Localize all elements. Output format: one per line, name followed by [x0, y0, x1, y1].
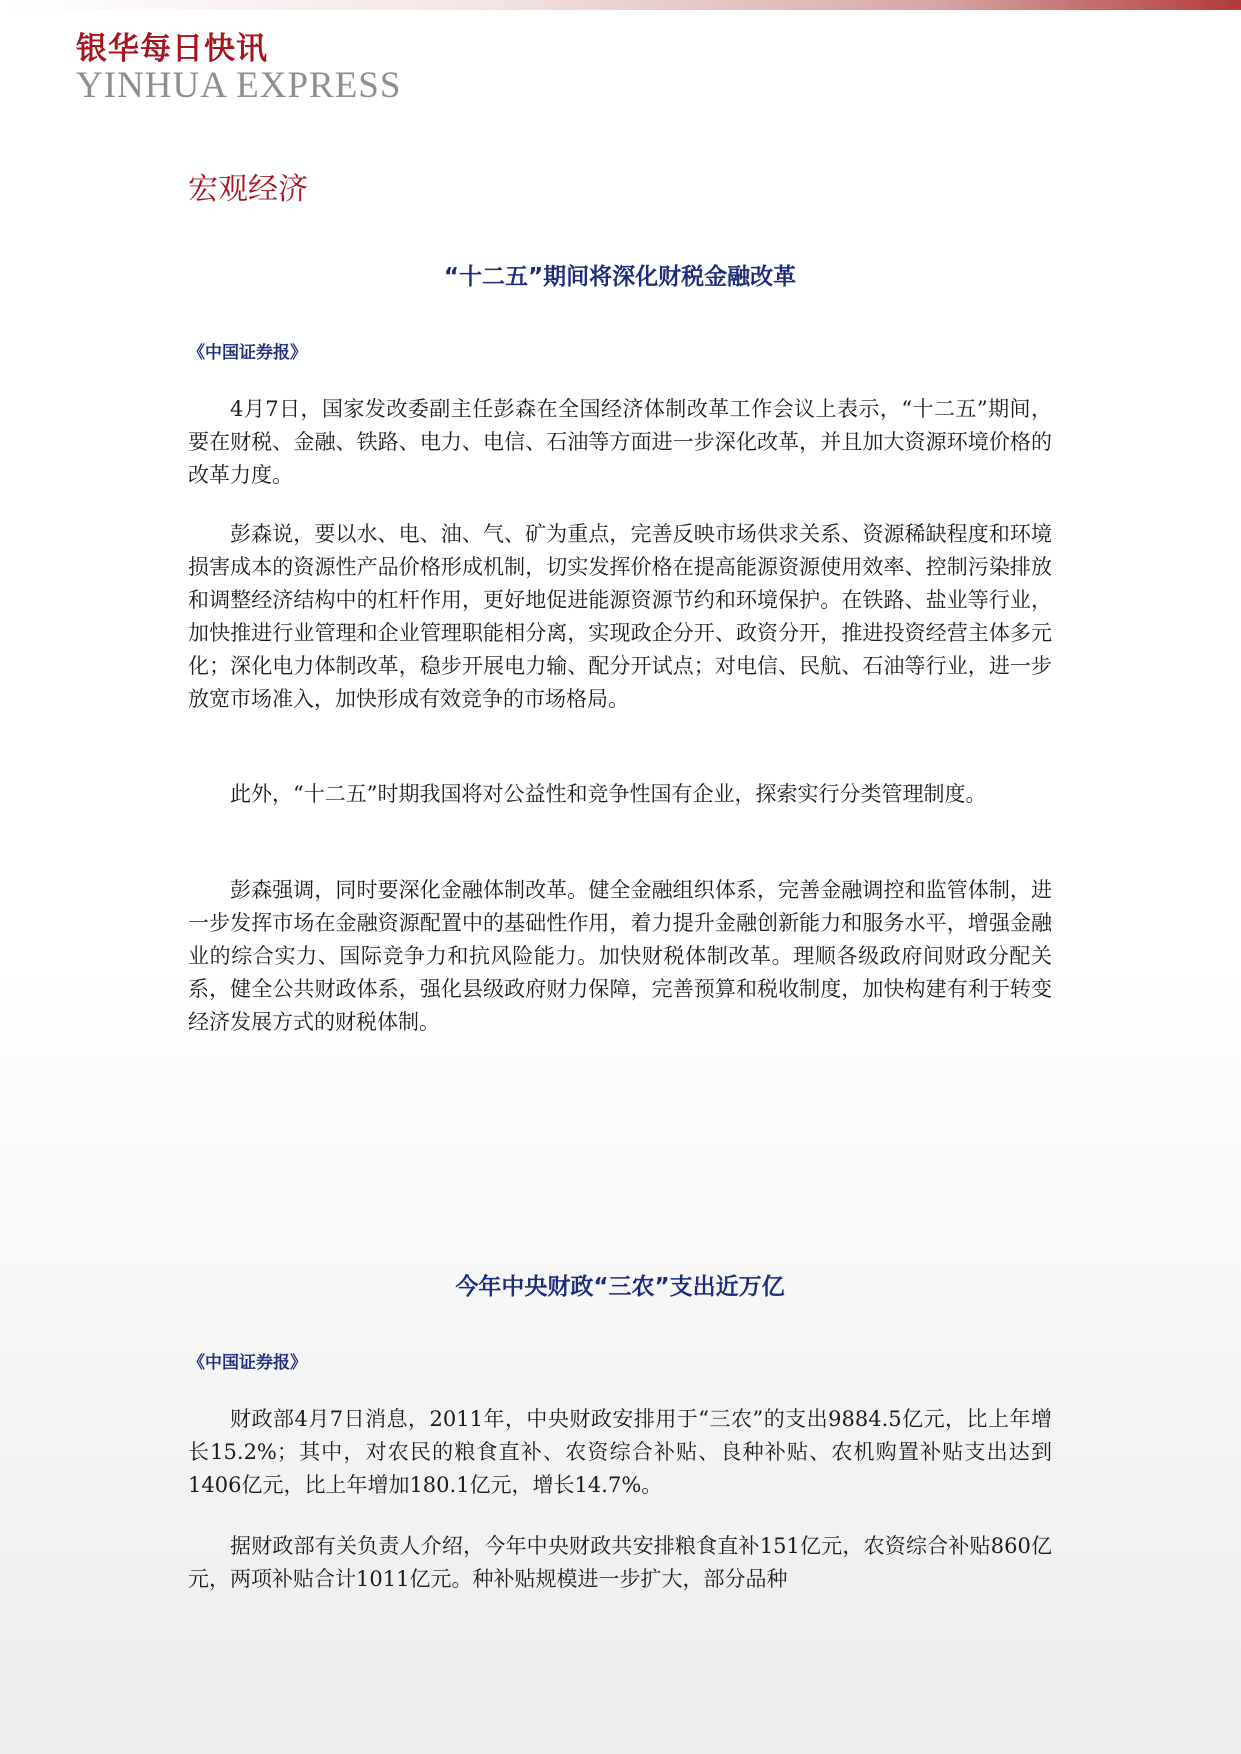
brand-name-en: YINHUA EXPRESS — [76, 65, 402, 106]
article-2-source: 《中国证券报》 — [188, 1353, 307, 1373]
article-1-title: “十二五”期间将深化财税金融改革 — [443, 264, 797, 290]
article-1-source: 《中国证券报》 — [188, 343, 307, 363]
article-1-paragraph-4: 彭森强调，同时要深化金融体制改革。健全金融组织体系，完善金融调控和监管体制，进一步发挥市场在金融资源配置中的基础性作用，着力提升金融创新能力和服务水平，增强金融业的综合实力、国际竞争力和抗风险能力。加快财税体制改革。理顺各级政府间财政分配关系，健全公共财政体系，强化县级政府财力保障，完善预算和税收制度，加快构建有利于转变经济发展方式的财税体制。 — [188, 878, 1052, 1034]
article-2-paragraph-2: 据财政部有关负责人介绍，今年中央财政共安排粮食直补151亿元，农资综合补贴860亿元，两项补贴合计1011亿元。种补贴规模进一步扩大，部分品种 — [188, 1534, 1052, 1591]
brand-logo — [76, 31, 402, 106]
article-2-title: 今年中央财政“三农”支出近万亿 — [455, 1274, 785, 1300]
article-1-paragraph-2: 彭森说，要以水、电、油、气、矿为重点，完善反映市场供求关系、资源稀缺程度和环境损害成本的资源性产品价格形成机制，切实发挥价格在提高能源资源使用效率、控制污染排放和调整经济结构中的杠杆作用，更好地促进能源资源节约和环境保护。在铁路、盐业等行业，加快推进行业管理和企业管理职能相分离，实现政企分开、政资分开，推进投资经营主体多元化；深化电力体制改革，稳步开展电力输、配分开试点；对电信、民航、石油等行业，进一步放宽市场准入，加快形成有效竞争的市场格局。 — [188, 522, 1052, 711]
article-2-paragraph-1: 财政部4月7日消息，2011年，中央财政安排用于“三农”的支出9884.5亿元，比上年增长15.2%；其中，对农民的粮食直补、农资综合补贴、良种补贴、农机购置补贴支出达到1406亿元，比上年增加180.1亿元，增长14.7%。 — [188, 1407, 1052, 1497]
section-title: 宏观经济 — [188, 172, 308, 207]
header-band — [0, 0, 1241, 10]
article-1-paragraph-3: 此外，“十二五”时期我国将对公益性和竞争性国有企业，探索实行分类管理制度。 — [230, 782, 987, 806]
article-1-paragraph-1: 4月7日，国家发改委副主任彭森在全国经济体制改革工作会议上表示，“十二五”期间，要在财税、金融、铁路、电力、电信、石油等方面进一步深化改革，并且加大资源环境价格的改革力度。 — [188, 397, 1052, 487]
brand-name-cn: 银华每日快讯 — [76, 31, 268, 67]
